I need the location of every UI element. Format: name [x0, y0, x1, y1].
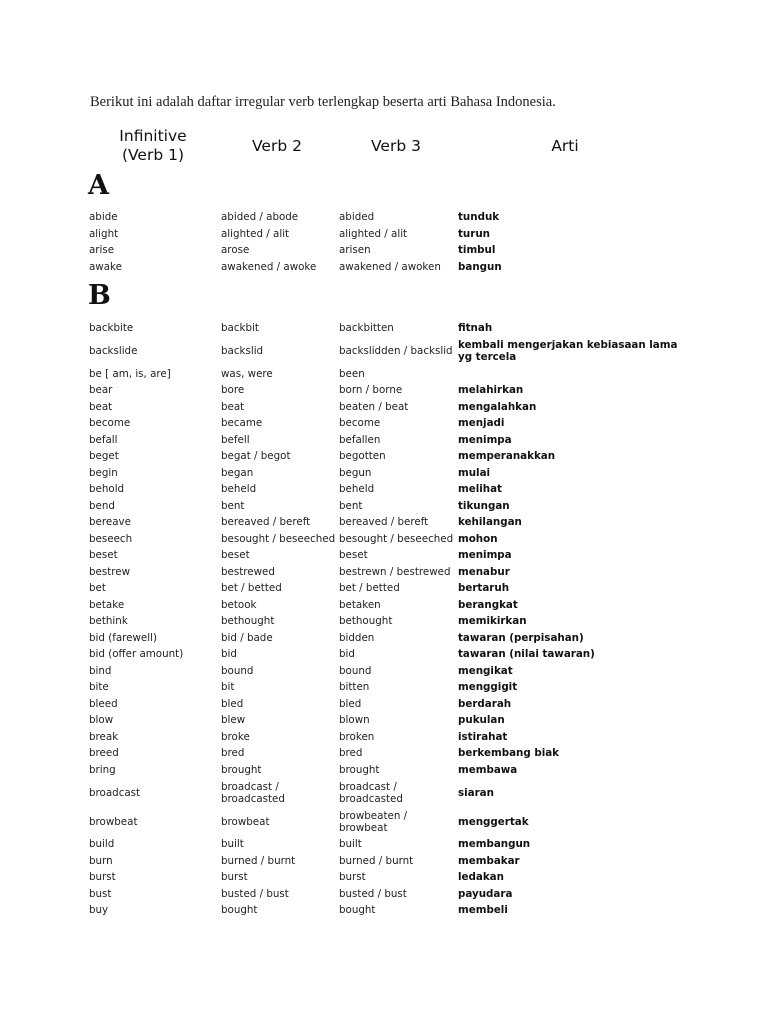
arti-cell: menabur	[458, 565, 510, 578]
infinitive-cell: arise	[89, 244, 115, 257]
verb2-cell: broadcast / broadcasted	[221, 780, 285, 805]
verb3-cell: betaken	[339, 598, 381, 611]
verb3-cell: busted / bust	[339, 887, 407, 900]
table-row	[0, 564, 768, 581]
infinitive-cell: bethink	[89, 615, 128, 628]
verb3-cell: backslidden / backslid	[339, 345, 453, 357]
verb3-cell: bred	[339, 747, 363, 760]
verb2-cell: bent	[221, 499, 245, 512]
section-letter-a: A	[88, 170, 109, 201]
verb2-cell: bethought	[221, 615, 275, 628]
intro-text: Berikut ini adalah daftar irregular verb terlengkap beserta arti Bahasa Indonesia.	[90, 94, 556, 110]
infinitive-cell: begin	[89, 466, 118, 479]
table-row	[0, 432, 768, 449]
arti-cell: tikungan	[458, 499, 510, 512]
table-row	[0, 399, 768, 416]
verb2-cell: beheld	[221, 483, 257, 496]
arti-cell: tawaran (perpisahan)	[458, 631, 584, 644]
verb3-cell: broadcast / broadcasted	[339, 780, 403, 805]
infinitive-cell: burn	[89, 854, 113, 867]
verb2-cell: blew	[221, 714, 246, 727]
infinitive-cell: abide	[89, 211, 118, 224]
verb2-cell: brought	[221, 763, 262, 776]
arti-cell: berdarah	[458, 697, 512, 710]
verb3-cell: born / borne	[339, 384, 403, 397]
arti-cell: mengikat	[458, 664, 513, 677]
table-row	[0, 663, 768, 680]
infinitive-cell: break	[89, 730, 119, 743]
arti-cell: menggertak	[458, 815, 529, 828]
arti-cell: menggigit	[458, 681, 518, 694]
table-row	[0, 836, 768, 853]
verb3-cell: become	[339, 417, 381, 430]
infinitive-cell: broadcast	[89, 786, 141, 799]
verb3-cell: beset	[339, 549, 368, 562]
infinitive-cell: beat	[89, 400, 113, 413]
verb2-cell: bereaved / bereft	[221, 516, 311, 529]
verb2-cell: bore	[221, 384, 245, 397]
verb2-cell: beat	[221, 400, 245, 413]
infinitive-cell: behold	[89, 483, 125, 496]
infinitive-cell: beseech	[89, 532, 133, 545]
table-row	[0, 807, 768, 836]
table-row	[0, 382, 768, 399]
table-row	[0, 696, 768, 713]
table-row	[0, 320, 768, 337]
verb2-cell: became	[221, 417, 263, 430]
verb3-cell: burned / burnt	[339, 854, 414, 867]
verb2-cell: bid / bade	[221, 631, 273, 644]
table-row	[0, 498, 768, 515]
arti-cell: mulai	[458, 466, 491, 479]
infinitive-cell: backbite	[89, 322, 134, 335]
arti-cell: membeli	[458, 904, 508, 917]
infinitive-cell: build	[89, 838, 115, 851]
verb2-cell: bid	[221, 648, 237, 661]
verb3-cell: bled	[339, 697, 362, 710]
header-verb3: Verb 3	[371, 136, 421, 155]
verb2-cell: bet / betted	[221, 582, 282, 595]
table-row	[0, 679, 768, 696]
verb2-cell: begat / begot	[221, 450, 291, 463]
verb2-cell: built	[221, 838, 244, 851]
verb3-cell: bent	[339, 499, 363, 512]
arti-cell: timbul	[458, 244, 496, 257]
verb3-cell: bet / betted	[339, 582, 400, 595]
infinitive-cell: bid (farewell)	[89, 631, 157, 644]
arti-cell: tawaran (nilai tawaran)	[458, 648, 595, 661]
arti-cell: fitnah	[458, 322, 493, 335]
table-row	[0, 209, 768, 226]
verb3-cell: browbeaten / browbeat	[339, 809, 408, 834]
verb3-cell: bought	[339, 904, 376, 917]
table-row	[0, 415, 768, 432]
table-row	[0, 712, 768, 729]
verb2-cell: burst	[221, 871, 248, 884]
arti-cell: membangun	[458, 838, 531, 851]
arti-cell: istirahat	[458, 730, 508, 743]
infinitive-cell: befall	[89, 433, 118, 446]
verb3-cell: broken	[339, 730, 375, 743]
verb3-cell: befallen	[339, 433, 381, 446]
table-row	[0, 902, 768, 919]
infinitive-cell: bet	[89, 582, 106, 595]
verb3-cell: bound	[339, 664, 372, 677]
arti-cell: tunduk	[458, 211, 500, 224]
infinitive-cell: burst	[89, 871, 116, 884]
arti-cell: berangkat	[458, 598, 518, 611]
verb2-cell: bred	[221, 747, 245, 760]
verb3-cell: blown	[339, 714, 370, 727]
section-letter-b: B	[88, 280, 111, 311]
arti-cell: payudara	[458, 887, 513, 900]
verb2-cell: busted / bust	[221, 887, 289, 900]
verb3-cell: bitten	[339, 681, 370, 694]
infinitive-cell: awake	[89, 260, 122, 273]
verb2-cell: broke	[221, 730, 250, 743]
arti-cell	[458, 366, 683, 383]
table-row	[0, 630, 768, 647]
verb3-cell: bestrewn / bestrewed	[339, 565, 451, 578]
table-row	[0, 547, 768, 564]
verb2-cell: befell	[221, 433, 250, 446]
table-row	[0, 745, 768, 762]
infinitive-cell: browbeat	[89, 815, 138, 828]
table-row	[0, 514, 768, 531]
verb3-cell: beaten / beat	[339, 400, 409, 413]
header-infinitive-line1: Infinitive	[119, 127, 187, 145]
header-verb2: Verb 2	[252, 136, 302, 155]
verb3-cell: begotten	[339, 450, 386, 463]
verb2-cell: bound	[221, 664, 254, 677]
verb3-cell: been	[339, 367, 365, 380]
table-row	[0, 886, 768, 903]
verb3-cell: bid	[339, 648, 355, 661]
verb3-cell: begun	[339, 466, 372, 479]
table-row	[0, 531, 768, 548]
table-row	[0, 481, 768, 498]
arti-cell: membakar	[458, 854, 520, 867]
arti-cell: menimpa	[458, 433, 512, 446]
verb3-cell: bethought	[339, 615, 393, 628]
arti-cell: menimpa	[458, 549, 512, 562]
infinitive-cell: breed	[89, 747, 119, 760]
table-row	[0, 869, 768, 886]
verb2-cell: besought / beseeched	[221, 532, 336, 545]
infinitive-cell: bereave	[89, 516, 131, 529]
verb3-cell: bereaved / bereft	[339, 516, 429, 529]
table-row	[0, 613, 768, 630]
table-row	[0, 366, 768, 383]
arti-cell: turun	[458, 227, 490, 240]
verb3-cell: burst	[339, 871, 366, 884]
infinitive-cell: bleed	[89, 697, 118, 710]
verb2-cell: bit	[221, 681, 235, 694]
table-row	[0, 259, 768, 276]
table-row	[0, 465, 768, 482]
verb3-cell: abided	[339, 211, 375, 224]
verb3-cell: alighted / alit	[339, 227, 408, 240]
verb2-cell: awakened / awoke	[221, 260, 317, 273]
infinitive-cell: bring	[89, 763, 116, 776]
table-row	[0, 580, 768, 597]
table-row	[0, 242, 768, 259]
arti-cell: memperanakkan	[458, 450, 556, 463]
verb3-cell: awakened / awoken	[339, 260, 441, 273]
arti-cell: kembali mengerjakan kebiasaan lama yg tercela	[458, 339, 678, 363]
verb2-cell: was, were	[221, 367, 273, 380]
arti-cell: melihat	[458, 483, 502, 496]
arti-cell: melahirkan	[458, 384, 524, 397]
verb3-cell: besought / beseeched	[339, 532, 454, 545]
verb3-cell: beheld	[339, 483, 375, 496]
verb3-cell: brought	[339, 763, 380, 776]
arti-cell: berkembang biak	[458, 747, 560, 760]
arti-cell: bangun	[458, 260, 502, 273]
table-row	[0, 762, 768, 779]
table-row	[0, 853, 768, 870]
table-row	[0, 729, 768, 746]
verb3-cell: backbitten	[339, 322, 394, 335]
arti-cell: membawa	[458, 763, 518, 776]
infinitive-cell: bestrew	[89, 565, 131, 578]
verb3-cell: built	[339, 838, 362, 851]
verb-table-a	[0, 209, 768, 275]
verb2-cell: browbeat	[221, 815, 270, 828]
arti-cell: kehilangan	[458, 516, 522, 529]
arti-cell: bertaruh	[458, 582, 510, 595]
infinitive-cell: bind	[89, 664, 112, 677]
table-row	[0, 778, 768, 807]
table-row	[0, 646, 768, 663]
infinitive-cell: beget	[89, 450, 119, 463]
infinitive-cell: become	[89, 417, 131, 430]
infinitive-cell: betake	[89, 598, 125, 611]
infinitive-cell: bear	[89, 384, 113, 397]
verb3-cell: bidden	[339, 631, 375, 644]
arti-cell: mengalahkan	[458, 400, 537, 413]
table-header	[0, 124, 768, 168]
arti-cell: mohon	[458, 532, 498, 545]
verb2-cell: burned / burnt	[221, 854, 296, 867]
verb2-cell: alighted / alit	[221, 227, 290, 240]
verb3-cell: arisen	[339, 244, 371, 257]
infinitive-cell: be [ am, is, are]	[89, 367, 171, 380]
infinitive-cell: bend	[89, 499, 115, 512]
infinitive-cell: bid (offer amount)	[89, 648, 184, 661]
verb2-cell: began	[221, 466, 254, 479]
infinitive-cell: backslide	[89, 345, 138, 357]
header-infinitive	[98, 124, 208, 168]
verb2-cell: backslid	[221, 345, 264, 357]
verb2-cell: arose	[221, 244, 250, 257]
infinitive-cell: blow	[89, 714, 114, 727]
arti-cell: ledakan	[458, 871, 504, 884]
arti-cell: siaran	[458, 786, 494, 799]
arti-cell: menjadi	[458, 417, 505, 430]
arti-cell: memikirkan	[458, 615, 527, 628]
table-row	[0, 337, 768, 366]
verb2-cell: beset	[221, 549, 250, 562]
infinitive-cell: alight	[89, 227, 119, 240]
table-row	[0, 448, 768, 465]
header-arti: Arti	[551, 136, 579, 155]
header-infinitive-line2: (Verb 1)	[121, 146, 184, 164]
verb2-cell: abided / abode	[221, 211, 299, 224]
infinitive-cell: buy	[89, 904, 109, 917]
verb-table-b	[0, 320, 768, 919]
table-row	[0, 597, 768, 614]
infinitive-cell: bust	[89, 887, 112, 900]
infinitive-cell: beset	[89, 549, 118, 562]
verb2-cell: bought	[221, 904, 258, 917]
verb2-cell: backbit	[221, 322, 259, 335]
verb2-cell: betook	[221, 598, 257, 611]
table-row	[0, 226, 768, 243]
infinitive-cell: bite	[89, 681, 109, 694]
verb2-cell: bled	[221, 697, 244, 710]
arti-cell: pukulan	[458, 714, 505, 727]
verb2-cell: bestrewed	[221, 565, 275, 578]
